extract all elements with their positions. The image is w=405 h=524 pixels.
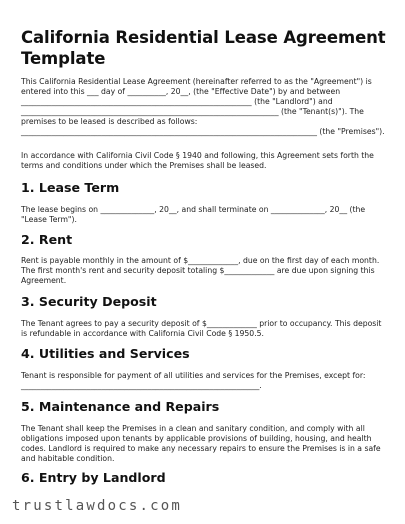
section-heading-lease-term: 1. Lease Term (21, 180, 120, 195)
section-heading-rent: 2. Rent (21, 232, 73, 247)
section-body-security-deposit: The Tenant agrees to pay a security deposit of $_____________ prior to occupancy. This deposit is refundable in accordance with California Civil Code § 1950.5. (21, 319, 384, 338)
section-body-rent: Rent is payable monthly in the amount of $_____________, due on the first day of each month. The first month's rent and security deposit totaling $_____________ are due upon signing this Agreement. (21, 256, 382, 285)
compliance-paragraph: In accordance with California Civil Code § 1940 and following, this Agreement sets forth the terms and conditions under which the Premises shall be leased. (21, 151, 377, 170)
section-body-utilities: Tenant is responsible for payment of all utilities and services for the Premises, except for: ______________________________________________________________. (21, 371, 368, 390)
watermark-text: trustlawdocs.com (12, 498, 183, 514)
section-heading-entry: 6. Entry by Landlord (21, 470, 166, 485)
section-heading-utilities: 4. Utilities and Services (21, 346, 190, 361)
section-body-lease-term: The lease begins on ______________, 20__, and shall terminate on ______________, 20__ (the "Lease Term"). (21, 205, 368, 224)
document-title: California Residential Lease Agreement Template (21, 28, 386, 68)
section-heading-maintenance: 5. Maintenance and Repairs (21, 399, 220, 414)
section-heading-security-deposit: 3. Security Deposit (21, 294, 157, 309)
intro-paragraph: This California Residential Lease Agreement (hereinafter referred to as the "Agreement") is entered into this ___ day of __________, 20__, (the "Effective Date") by and between ____________________________________________________________ (the "Landlord") and ___________________________________________________________________ (the "Tenant(s)"). The premises to be leased is described as follows: _____________________________________________________________________________ (the "Premises"). (21, 77, 385, 136)
section-body-maintenance: The Tenant shall keep the Premises in a clean and sanitary condition, and comply with all obligations imposed upon tenants by applicable provisions of building, housing, and health codes. Landlord is required to make any necessary repairs to ensure the Premises is in a safe and habitable condition. (21, 424, 384, 463)
